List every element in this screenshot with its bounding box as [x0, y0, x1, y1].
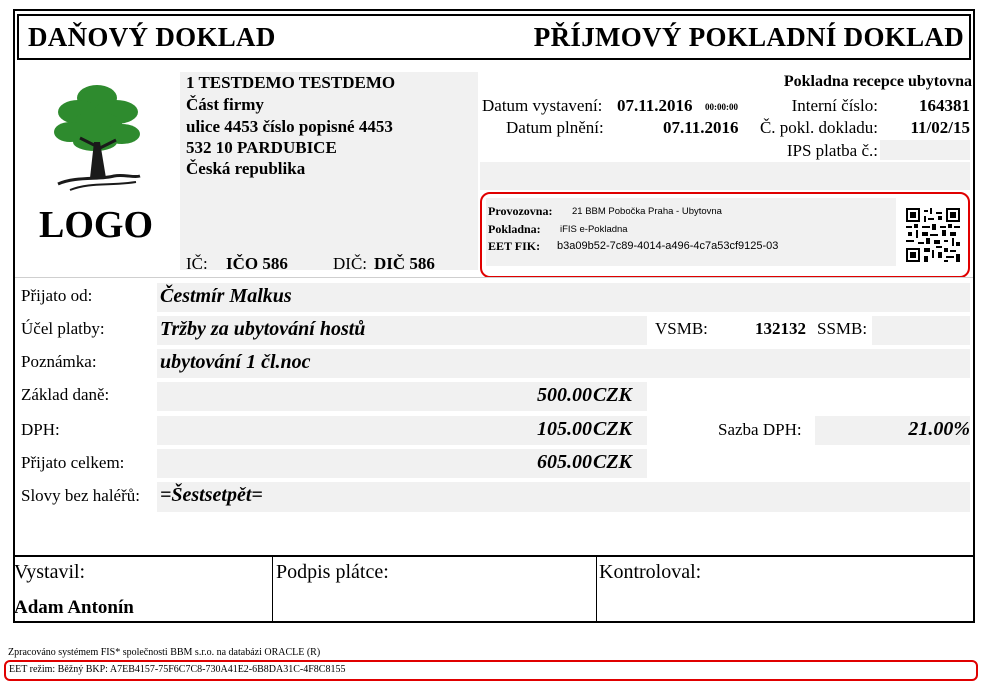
total-label: Přijato celkem: — [21, 453, 125, 472]
fik-value: b3a09b52-7c89-4014-a496-4c7a53cf9125-03 — [557, 240, 779, 252]
vat-rate-value: 21.00% — [908, 418, 970, 440]
supply-date: 07.11.2016 — [663, 118, 739, 137]
issued-by-value: Adam Antonín — [14, 597, 134, 618]
ic-label: IČ: — [186, 254, 208, 273]
issue-date-label: Datum vystavení: — [482, 96, 603, 115]
register-fill — [480, 162, 970, 190]
vat-value: 105.00 — [537, 418, 592, 440]
payer-signature-label: Podpis plátce: — [276, 561, 389, 583]
purpose-value: Tržby za ubytování hostů — [160, 318, 366, 340]
company-city: 532 10 PARDUBICE — [186, 138, 337, 157]
supply-date-label: Datum plnění: — [506, 118, 604, 137]
base-value: 500.00 — [537, 384, 592, 406]
purpose-label: Účel platby: — [21, 319, 105, 338]
internal-no-label: Interní číslo: — [791, 96, 878, 115]
words-value: =Šestsetpět= — [160, 484, 263, 506]
received-from-label: Přijato od: — [21, 286, 93, 305]
signature-divider — [13, 555, 975, 557]
tree-logo-icon — [50, 82, 145, 194]
ips-label: IPS platba č.: — [786, 141, 878, 160]
issued-by-label: Vystavil: — [14, 561, 86, 583]
pokladna-label: Pokladna: — [488, 222, 541, 236]
base-label: Základ daně: — [21, 385, 110, 404]
dic-label: DIČ: — [333, 254, 367, 273]
provozovna-label: Provozovna: — [488, 204, 553, 218]
company-country: Česká republika — [186, 159, 306, 178]
checked-by-label: Kontroloval: — [599, 561, 702, 583]
company-street: ulice 4453 číslo popisné 4453 — [186, 117, 393, 136]
logo-text: LOGO — [39, 204, 154, 246]
doc-no-label: Č. pokl. dokladu: — [759, 118, 878, 137]
vsmb-value: 132132 — [755, 319, 806, 338]
qr-code-icon — [906, 208, 960, 262]
total-value: 605.00 — [537, 451, 592, 473]
words-label: Slovy bez haléřů: — [21, 486, 140, 505]
issue-date: 07.11.2016 — [617, 96, 693, 115]
vat-label: DPH: — [21, 420, 60, 439]
dic-value: DIČ 586 — [374, 254, 435, 273]
received-from-value: Čestmír Malkus — [160, 285, 292, 307]
note-label: Poznámka: — [21, 352, 97, 371]
fik-label: EET FIK: — [488, 239, 541, 253]
provozovna-value: 21 BBM Pobočka Praha - Ubytovna — [572, 206, 722, 217]
company-part: Část firmy — [186, 95, 264, 114]
ips-value-box — [880, 140, 970, 160]
total-currency: CZK — [593, 451, 632, 473]
pokladna-value: iFIS e-Pokladna — [560, 224, 628, 235]
vsmb-label: VSMB: — [655, 319, 708, 338]
document-title-left: DAŇOVÝ DOKLAD — [28, 22, 276, 52]
vat-currency: CZK — [593, 418, 632, 440]
words-box — [157, 482, 970, 512]
ic-value: IČO 586 — [226, 254, 288, 273]
company-name: 1 TESTDEMO TESTDEMO — [186, 73, 396, 92]
document-title-right: PŘÍJMOVÝ POKLADNÍ DOKLAD — [533, 22, 964, 52]
internal-no: 164381 — [919, 96, 970, 115]
ssmb-label: SSMB: — [817, 319, 868, 338]
eet-mode-text: EET režim: Běžný BKP: A7EB4157-75F6C7C8-730A41E2-6B8DA31C-4F8C8155 — [9, 664, 346, 675]
register-name: Pokladna recepce ubytovna — [783, 73, 972, 90]
base-currency: CZK — [593, 384, 632, 406]
issue-time: 00:00:00 — [705, 102, 738, 112]
note-value: ubytování 1 čl.noc — [160, 351, 311, 373]
processed-note: Zpracováno systémem FIS* společnosti BBM s.r.o. na databázi ORACLE (R) — [8, 647, 321, 658]
vat-rate-label: Sazba DPH: — [718, 420, 802, 439]
ssmb-box — [872, 316, 970, 345]
doc-no: 11/02/15 — [910, 118, 970, 137]
